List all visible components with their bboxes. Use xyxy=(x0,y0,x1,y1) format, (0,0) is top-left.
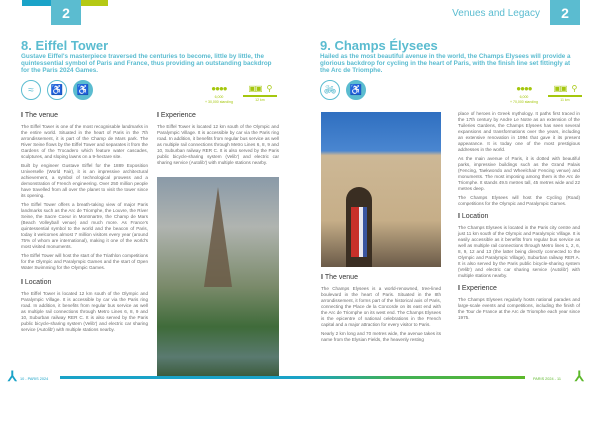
paris2024-logo: ⅄ xyxy=(8,368,17,384)
paragraph: The Champs Elysees will host the Cycling (Road) competitions for the Olympic and Paralympic Games. xyxy=(458,195,580,206)
section-title: Venues and Legacy xyxy=(452,8,540,19)
paragraph: Nearly 2 km long and 70 metres wide, the avenue takes its name from the Elysian Fields, the heavenly resting xyxy=(321,331,441,342)
sport-icons xyxy=(320,80,366,100)
section-heading: I Location xyxy=(21,280,148,286)
header-bar-blue xyxy=(22,0,52,6)
section-heading: I Experience xyxy=(157,113,279,119)
paragraph: The Champs Elysees is a world-renowned, tree-lined boulevard in the heart of Paris. Situated in the 8th arrondissement, it forms part of the historical axis of Paris, connecting the Place de la Concorde on its east end with the Arc de Triomphe on its west end. The Champs Elysees is the epicentre of national celebrations in the French capital and a major attraction for every visitor to Paris. xyxy=(321,286,441,327)
eiffel-tower-photo xyxy=(157,177,279,377)
paragraph: The Champs Elysees is located in the Paris city centre and just 11 km south of the Olympic and Paralympic Village. It is easily accessible as it benefits from regular bus service as well as multiple rail connections through Metro lines 1, 2, 6, 8, 9, 12 and 13 (the latter being directly connected to the Olympic and Paralympic Village), Suburban railway RER A. It is also served by the Paris public bicycle-sharing system (Velib') and electric car sharing service (Autolib') with multiple stations nearby. xyxy=(458,225,580,278)
venue-title: 8. Eiffel Tower xyxy=(21,38,109,53)
capacity-seats: 6,000 xyxy=(519,95,529,99)
capacity-standing: + 70,000 standing xyxy=(510,100,538,104)
header-bar-green xyxy=(80,0,108,6)
arc-de-triomphe-photo xyxy=(321,112,441,267)
paragraph: The Eiffel Tower is located 12 km south of the Olympic and Paralympic Village. It is accessible by car via the Paris ring road. In addition, it benefits from regular bus service as well as multiple rail connections through Metro Lines 6, 8, 9 and 10, Suburban railway RER C. It is also served by the Paris public bicycle-sharing system (Velib') and electric car sharing service (Autolib') with multiple stations nearby. xyxy=(157,124,279,165)
venue-continued-section xyxy=(458,111,580,324)
chapter-number: 2 xyxy=(550,0,580,25)
spectators-icon: ●●●● xyxy=(211,84,227,93)
venue-title: 9. Champs Élysees xyxy=(320,38,438,53)
venue-lead: Hailed as the most beautiful avenue in the world, the Champs Elysees will provide a glorious backdrop for cycling in the heart of Paris, with the finish line set fittingly at the Arc de Triomphe. xyxy=(320,53,571,74)
section-heading: I The venue xyxy=(21,113,148,119)
swimming-icon: ≈ xyxy=(21,80,41,100)
page-footer: 10 - PARIS 2024 xyxy=(20,377,49,381)
paragraph: Built by engineer Gustave Eiffel for the 1889 Exposition Universelle (World Fair), it is an impressive architectural achievement, a symbol of technological prowess and a demonstration of French engineering. Over 250 million people have travelled from all over the planet to visit the tower since its opening. xyxy=(21,163,148,198)
triathlon-icon: ♿ xyxy=(47,80,67,100)
paris2024-logo: ⅄ xyxy=(575,368,584,384)
spectators-icon: ●●●● xyxy=(516,84,532,93)
venue-lead: Gustave Eiffel's masterpiece traversed the centuries to become, little by little, the quintessential symbol of Paris and France, thus providing an outstanding backdrop for the Paris 2024 Games. xyxy=(21,53,272,74)
footer-line xyxy=(300,376,525,379)
chapter-number: 2 xyxy=(51,0,81,25)
venue-section xyxy=(321,275,441,346)
paragraph: As the main avenue of Paris, it is dotted with beautiful parks, impressive buildings such as the Grand Palais (Fencing, Taekwondo and Wheelchair Fencing venue) and monuments. The most imposing among them is the Arc de Triomphe. It stands 49.5 metres tall, 45 metres wide and 22 metres deep. xyxy=(458,156,580,191)
distance-line xyxy=(243,95,277,97)
paragraph: The Eiffel Tower is one of the most recognisable landmarks in the entire world. Situated in the heart of Paris in the 7th arrondissement, it is part of the Champ de Mars park. The River Seine flows by the Eiffel Tower and separates it from the Gardens of the Trocadero which feature water cascades, sculptures, and sloping lawns on a 9-hectare site. xyxy=(21,124,148,159)
paragraph: The Eiffel Tower is located 12 km south of the Olympic and Paralympic Village. It is accessible by car via the Paris ring road. In addition, it benefits from regular bus service as well as multiple rail connections through Metro Lines 6, 8, 9 and 10, Suburban railway RER C. It is also served by the Paris public bicycle-sharing system (Velib') and electric car sharing service (Autolib') with multiple stations nearby. xyxy=(21,291,148,332)
distance-icon: ▣▣ ⚲ xyxy=(553,84,577,93)
capacity-standing: + 30,000 standing xyxy=(205,100,233,104)
capacity-seats: 6,000 xyxy=(214,95,224,99)
paragraph: The Champs Elysees regularly hosts national parades and large-scale events and competitions, including the finish of the Tour de France at the Arc de Triomphe each year since 1975. xyxy=(458,297,580,320)
paratriathlon-icon: ♿ xyxy=(73,80,93,100)
experience-section xyxy=(157,113,279,169)
paragraph: The Eiffel Tower will host the start of the Triathlon competitions for the Olympic and Paralympic Games and the start of Open Water Swimming for the Olympic Games. xyxy=(21,253,148,270)
capacity-info xyxy=(205,84,277,104)
distance-value: 12 km xyxy=(255,98,265,102)
distance-icon: ▣▣ ⚲ xyxy=(248,84,272,93)
distance-value: 11 km xyxy=(560,98,570,102)
sport-icons xyxy=(21,80,93,100)
right-page xyxy=(300,0,600,424)
distance-line xyxy=(548,95,582,97)
section-heading: I Experience xyxy=(458,286,580,292)
venue-section xyxy=(21,113,148,336)
cycling-road-icon: 🚲︎ xyxy=(320,80,340,100)
paragraph: place of heroes in Greek mythology. It paths first traced in the 17th century by Andre Le Notre as an extension of the Tuileries Gardens, the Champs Elysees has seen several expansions and transformations over the years, including an extensive renovation in 1994 that gave it its present appearance. It is today one of the most prestigious addresses in the world. xyxy=(458,111,580,152)
cycling-para-icon: ♿ xyxy=(346,80,366,100)
section-heading: I Location xyxy=(458,214,580,220)
section-heading: I The venue xyxy=(321,275,441,281)
page-footer: PARIS 2024 - 11 xyxy=(533,377,561,381)
footer-line xyxy=(60,376,300,379)
capacity-info xyxy=(510,84,582,104)
paragraph: The Eiffel Tower offers a breath-taking view of major Paris landmarks such as the Arc de Triomphe, the Louvre, the River Seine, the Sacre Coeur in Montmartre, the Champ de Mars (Beach Volleyball venue) and much more. As France's quintessential symbol to the world and the beacon of Paris, today it welcomes almost 7 million visitors every year (around 75% of whom are international), making it one of the world's most visited monuments. xyxy=(21,202,148,249)
